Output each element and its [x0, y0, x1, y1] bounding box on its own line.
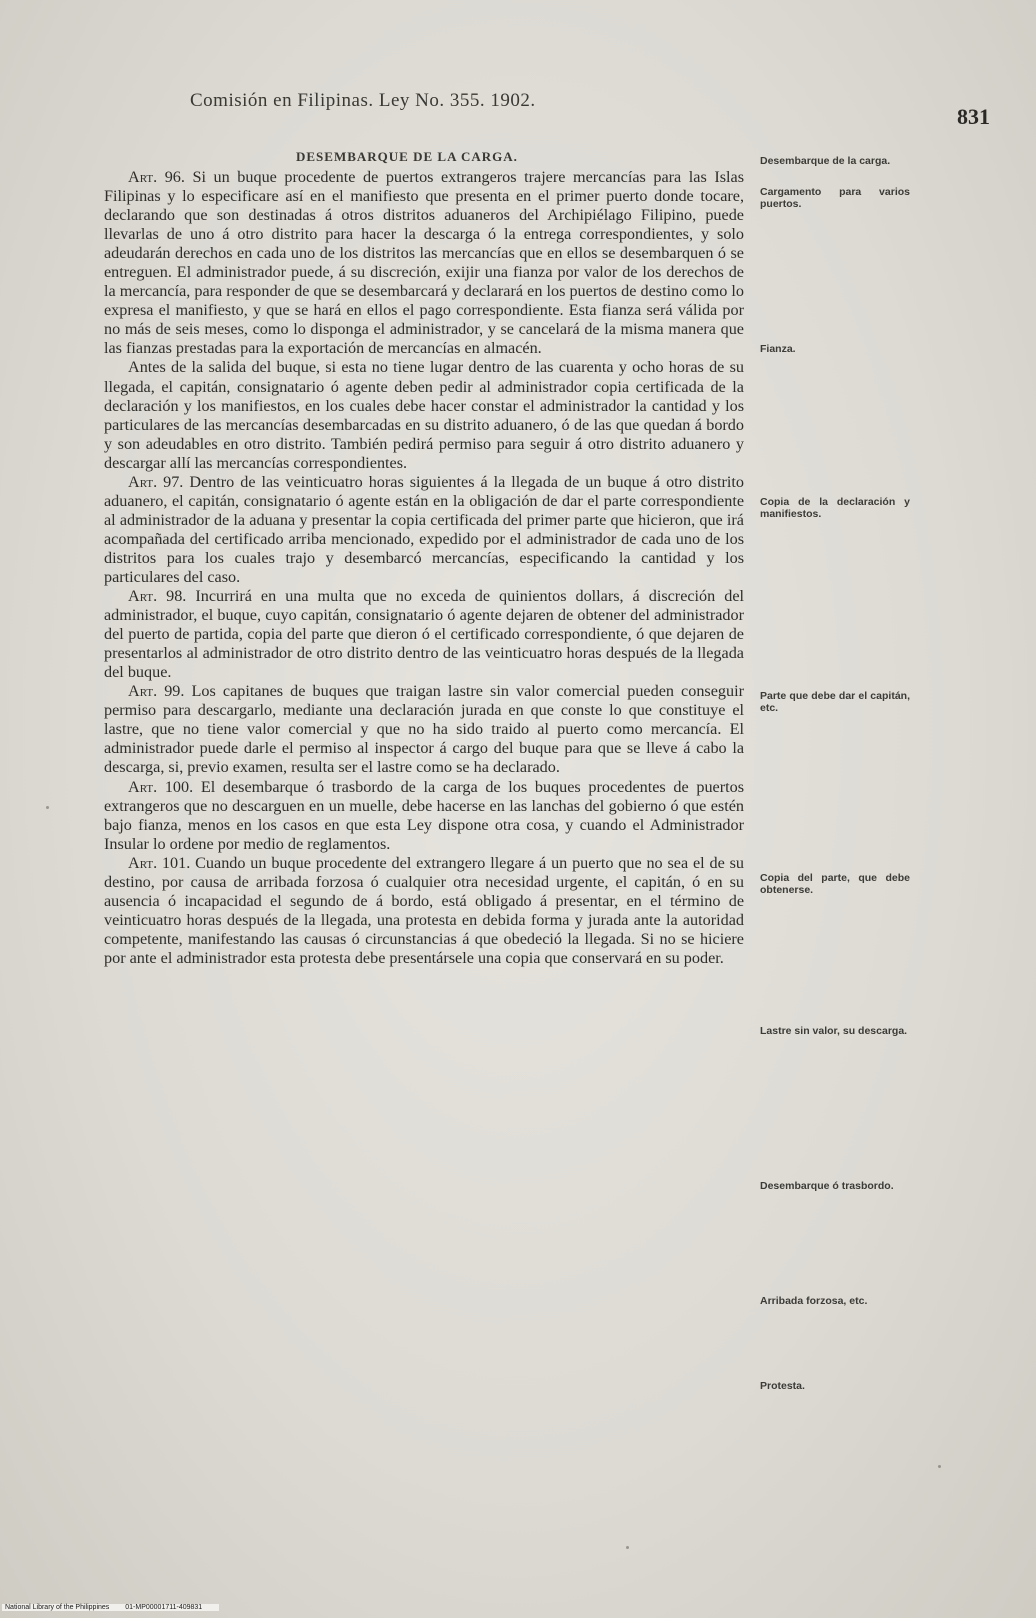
margin-note-protesta: Protesta.	[760, 1380, 805, 1392]
margin-note-parte: Parte que debe dar el capitán, etc.	[760, 690, 910, 714]
margin-note-arribada: Arribada forzosa, etc.	[760, 1295, 868, 1307]
paper-speck	[938, 1465, 941, 1468]
article-number: Art. 97.	[128, 472, 184, 491]
paragraph-art-98	[104, 587, 744, 682]
footer-library: National Library of the Philippines	[5, 1604, 110, 1611]
article-number: Art. 100.	[128, 777, 194, 796]
margin-note-copia-parte: Copia del parte, que debe obtenerse.	[760, 872, 910, 896]
paragraph-art-101	[104, 854, 744, 968]
page-number: 831	[957, 104, 990, 129]
paragraph-art-97	[104, 473, 744, 587]
margin-note-cargamento: Cargamento para varios puertos.	[760, 186, 910, 210]
paragraph-art-96-cont	[104, 358, 744, 472]
paper-speck	[626, 1546, 629, 1549]
margin-note-trasbordo: Desembarque ó trasbordo.	[760, 1180, 894, 1192]
paragraph-text: Los capitanes de buques que traigan lastre sin valor comercial pueden conseguir permiso para descargarlo, mediante una declaración jurada en que conste lo que constituye el lastre, que no tiene valor comercial y que no ha sido traido al puerto como mercancía. El administrador puede darle el permiso al inspector á cargo del buque para que se lleve á cabo la descarga, si, previo examen, resulta ser el lastre como se ha declarado.	[104, 682, 744, 777]
running-head: Comisión en Filipinas. Ley No. 355. 1902.	[190, 90, 536, 111]
paragraph-text: El desembarque ó trasbordo de la carga de los buques procedentes de puertos extrangeros que no descarguen en un muelle, debe hacerse en las lanchas del gobierno ó que estén bajo fianza, menos en los casos en que esta Ley dispone otra cosa, y cuando el Administrador Insular lo ordene por medio de reglamentos.	[104, 777, 745, 853]
margin-note-copia-declaracion: Copia de la declaración y manifiestos.	[760, 496, 910, 520]
article-number: Art. 101.	[128, 853, 191, 872]
body-text	[104, 168, 744, 968]
margin-note-fianza: Fianza.	[760, 343, 796, 355]
footer-id: 01-MP00001711-409831	[125, 1604, 203, 1611]
margin-note-lastre: Lastre sin valor, su descarga.	[760, 1025, 908, 1037]
paragraph-text: Incurrirá en una multa que no exceda de quinientos dollars, á discreción del administrador, el buque, cuyo capitán, consignatario ó agente dejaren de obtener del administrador del puerto de partida, copia del parte que dieron ó el certificado correspondiente, ó que dejaren de presentarlos al administrador de otro distrito dentro de las veinticuatro horas después de la llegada del buque.	[104, 587, 744, 682]
paragraph-art-99	[104, 682, 744, 777]
paragraph-text: Antes de la salida del buque, si esta no tiene lugar dentro de las cuarenta y ocho horas de su llegada, el capitán, consignatario ó agente deben pedir al administrador copia certificada de la declaración y los manifiestos, en los cuales debe hacer constar el administrador la cantidad y los particulares de las mercancías desembarcadas en su distrito aduanero, ó de las que quedan á bordo y son adeudables en otro distrito. También pedirá permiso para seguir á otro distrito aduanero y descargar allí las mercancías correspondientes.	[104, 358, 744, 472]
scan-footer	[2, 1604, 219, 1611]
paragraph-text: Dentro de las veinticuatro horas siguientes á la llegada de un buque á otro distrito aduanero, el capitán, consignatario ó agente están en la obligación de dar el parte correspondiente al administrador de la aduana y presentar la copia certificada del primer parte que hicieron, que irá acompañada del certificado arriba mencionado, expedido por el administrador de cada uno de los distritos para los cuales trajo y desembarcó mercancías, especificando la cantidad y los particulares del caso.	[104, 472, 744, 586]
article-number: Art. 99.	[128, 682, 185, 701]
paragraph-art-100	[104, 778, 744, 854]
margin-note-desembarque: Desembarque de la carga.	[760, 155, 891, 167]
paragraph-art-96	[104, 168, 744, 358]
article-number: Art. 96.	[128, 168, 185, 186]
paragraph-text: Cuando un buque procedente del extrangero llegare á un puerto que no sea el de su destino, por causa de arribada forzosa ó cualquier otra necesidad urgente, el capitán, ó en su ausencia ó incapacidad el segundo de á bordo, está obligado á presentar, en el término de veinticuatro horas después de la llegada, una protesta en debida forma y jurada ante la autoridad competente, manifestando las causas ó circunstancias á que obedeció la llegada. Si no se hiciere por ante el administrador esta protesta debe presentársele una copia que conservará en su poder.	[104, 853, 744, 967]
article-number: Art. 98.	[128, 587, 187, 606]
paragraph-text: Si un buque procedente de puertos extrangeros trajere mercancías para las Islas Filipinas y lo especificare así en el manifiesto que presenta en el primer puerto donde tocare, declarando que son destinadas á otros distritos aduaneros del Archipiélago Filipino, puede llevarlas de uno á otro distrito para hacer la descarga ó la entrega correspondientes, y solo adeudarán derechos en cada uno de los distritos las mercancías que en ellos se desembarquen ó se entreguen. El administrador puede, á su discreción, exijir una fianza por valor de los derechos de la mercancía, para responder de que se desembarcará y declarará en los puertos de destino como lo expresa el manifiesto, y que se hará en ellos el pago correspondiente. Esta fianza será válida por no más de seis meses, como lo disponga el administrador, y se cancelará de la misma manera que las fianzas prestadas para la exportación de mercancías en almacén.	[104, 168, 744, 358]
paper-speck	[46, 806, 49, 809]
section-title: DESEMBARQUE DE LA CARGA.	[296, 149, 518, 164]
